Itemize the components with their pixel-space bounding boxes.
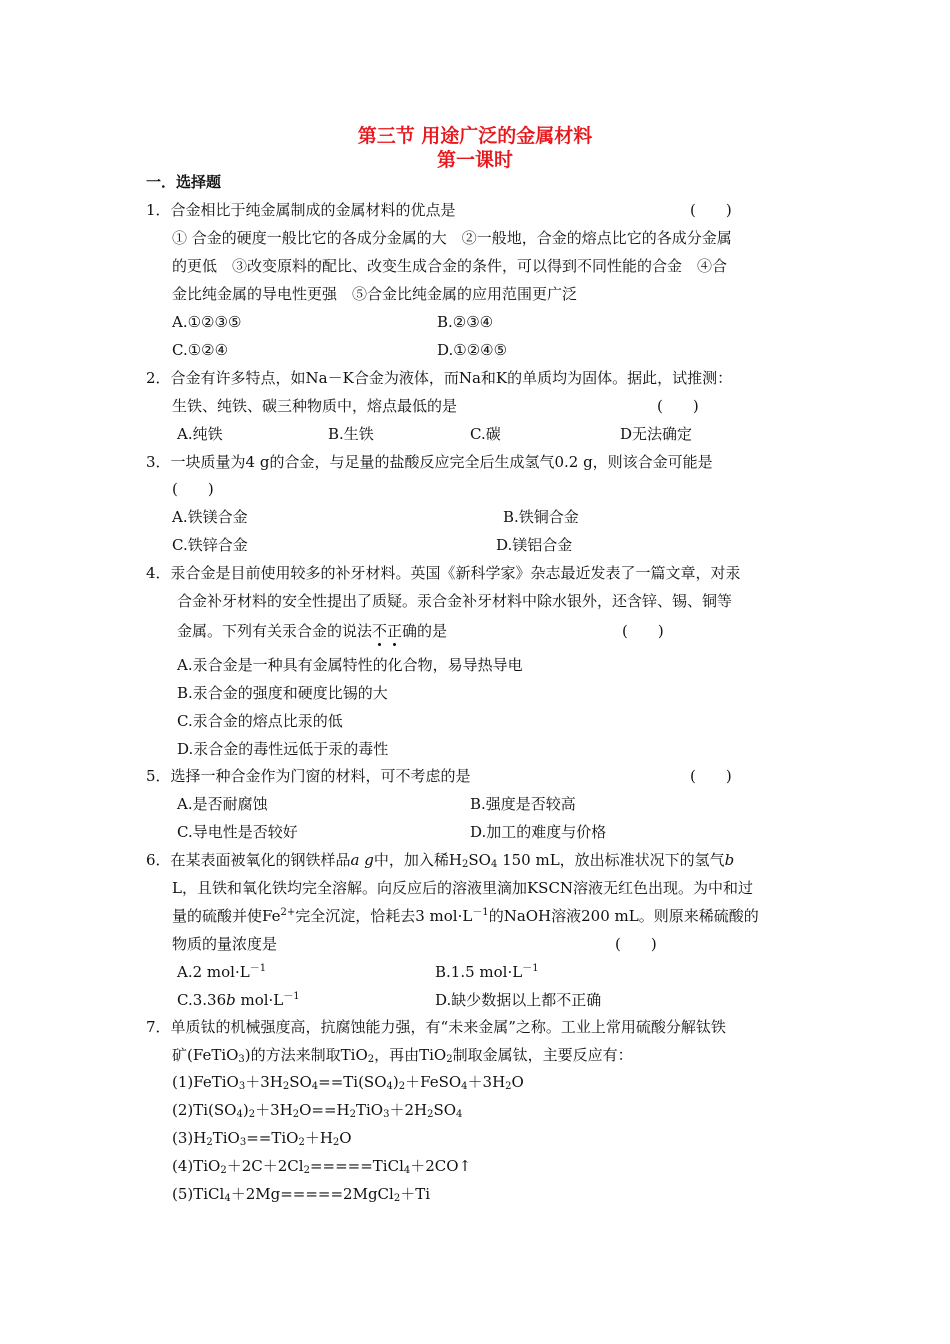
answer-blank: ( ) xyxy=(172,480,214,498)
subscript: 4 xyxy=(403,1165,411,1176)
text-span: 金属。下列有关汞合金的说法 xyxy=(177,622,373,640)
option-b xyxy=(435,962,539,982)
option-a: A.是否耐腐蚀 xyxy=(177,795,268,813)
question-stem: 2．合金有许多特点，如Na－K合金为液体，而Na和K的单质均为固体。据此，试推测： xyxy=(146,369,733,387)
option-c xyxy=(177,990,300,1010)
text-span: B.1.5 mol·L xyxy=(435,963,523,981)
text-span: 制取金属钛，主要反应有： xyxy=(452,1046,633,1064)
formula-text: SO xyxy=(433,1101,457,1119)
subscript: 2 xyxy=(282,1081,290,1092)
formula-text: ==TiO xyxy=(246,1129,299,1147)
subscript: 2 xyxy=(446,1054,453,1065)
formula-text: (4)TiO xyxy=(172,1157,221,1175)
subscript: 3 xyxy=(383,1109,390,1120)
option-a: A.纯铁 xyxy=(177,425,223,443)
variable: b xyxy=(226,991,236,1009)
text-span: 中，加入稀H xyxy=(373,851,462,869)
text-span: C.3.36 xyxy=(177,991,227,1009)
subscript: 4 xyxy=(456,1109,463,1120)
superscript: 2+ xyxy=(280,907,296,918)
answer-blank: ( ) xyxy=(615,935,657,953)
question-text-line: 物质的量浓度是 xyxy=(172,935,278,953)
formula-text: ＋2C＋2Cl xyxy=(226,1157,304,1175)
question-text-line: 的更低 ③改变原料的配比、改变生成合金的条件，可以得到不同性能的合金 ④合 xyxy=(172,257,728,275)
option-c: C.导电性是否较好 xyxy=(177,823,298,841)
answer-blank: ( ) xyxy=(657,397,699,415)
option-b: B.生铁 xyxy=(328,425,374,443)
option-d: D.镁铝合金 xyxy=(496,536,573,554)
reaction-equation-5 xyxy=(172,1184,430,1204)
text-span: 6．在某表面被氧化的钢铁样品 xyxy=(146,851,351,869)
formula-text: ＋3H xyxy=(245,1073,283,1091)
formula-text: (2)Ti(SO xyxy=(172,1101,237,1119)
emphasis-text: 正 xyxy=(387,622,403,640)
formula-text: TiO xyxy=(212,1129,240,1147)
subscript: 2 xyxy=(461,859,469,870)
question-stem xyxy=(146,850,734,870)
question-stem: 1．合金相比于纯金属制成的金属材料的优点是 xyxy=(146,201,456,219)
question-stem: 5．选择一种合金作为门窗的材料，可不考虑的是 xyxy=(146,767,471,785)
option-b: B.②③④ xyxy=(437,313,494,331)
subscript: 2 xyxy=(248,1109,256,1120)
formula-text: O==H xyxy=(299,1101,350,1119)
reaction-equation-3 xyxy=(172,1128,352,1148)
question-text-line: L，且铁和氧化铁均完全溶解。向反应后的溶液里滴加KSCN溶液无红色出现。为中和过 xyxy=(172,879,754,897)
subscript: 2 xyxy=(303,1165,310,1176)
text-span: ，再由TiO xyxy=(374,1046,447,1064)
superscript: －1 xyxy=(522,963,539,974)
option-a: A.铁镁合金 xyxy=(172,508,248,526)
answer-blank: ( ) xyxy=(690,767,732,785)
option-d: D.汞合金的毒性远低于汞的毒性 xyxy=(177,740,389,758)
reaction-equation-2 xyxy=(172,1100,462,1120)
subscript: 4 xyxy=(386,1081,393,1092)
section-heading: 一．选择题 xyxy=(146,173,222,191)
text-span: 量的硫酸并使Fe xyxy=(172,907,281,925)
page-title: 第三节 用途广泛的金属材料 xyxy=(357,125,593,147)
subscript: 2 xyxy=(292,1109,300,1120)
formula-text: =====TiCl xyxy=(309,1157,404,1175)
formula-text: ＋2Mg=====2MgCl xyxy=(230,1185,394,1203)
subscript: 2 xyxy=(220,1165,227,1176)
option-c: C.碳 xyxy=(470,425,501,443)
superscript: －1 xyxy=(472,907,489,918)
page-subtitle: 第一课时 xyxy=(436,149,513,171)
question-text-line: 金比纯金属的导电性更强 ⑤合金比纯金属的应用范围更广泛 xyxy=(172,285,578,303)
text-span: SO xyxy=(468,851,491,869)
subscript: 4 xyxy=(311,1081,319,1092)
option-a: A.汞合金是一种具有金属特性的化合物，易导热导电 xyxy=(177,656,523,674)
unit: g xyxy=(364,851,374,869)
emphasis-text: 不 xyxy=(372,622,388,640)
superscript: －1 xyxy=(249,963,267,974)
question-stem: 7．单质钛的机械强度高，抗腐蚀能力强，有“未来金属”之称。工业上常用硫酸分解钛铁 xyxy=(146,1018,726,1036)
formula-text: ==Ti(SO xyxy=(318,1073,387,1091)
question-text-line xyxy=(172,1045,633,1065)
subscript: 2 xyxy=(206,1137,213,1148)
subscript: 2 xyxy=(298,1137,305,1148)
text-span: )的方法来制取TiO xyxy=(244,1046,368,1064)
formula-text: (1)FeTiO xyxy=(172,1073,239,1091)
option-a: A.①②③⑤ xyxy=(172,313,242,331)
variable: a xyxy=(350,851,360,869)
option-d: D.缺少数据以上都不正确 xyxy=(435,991,602,1009)
subscript: 2 xyxy=(398,1081,406,1092)
option-b: B.铁铜合金 xyxy=(503,508,579,526)
subscript: 2 xyxy=(367,1054,375,1065)
answer-blank: ( ) xyxy=(622,622,664,640)
subscript: 3 xyxy=(239,1137,247,1148)
formula-text: ＋H xyxy=(304,1129,333,1147)
text-span: 矿(FeTiO xyxy=(172,1046,239,1064)
option-c: C.汞合金的熔点比汞的低 xyxy=(177,712,343,730)
answer-blank: ( ) xyxy=(690,201,732,219)
variable: b xyxy=(724,851,735,869)
subscript: 4 xyxy=(236,1109,243,1120)
text-span: 完全沉淀，恰耗去3 mol·L xyxy=(295,907,473,925)
option-d: D.①②④⑤ xyxy=(437,341,508,359)
question-text-line xyxy=(172,906,759,926)
formula-text: ＋3H xyxy=(255,1101,293,1119)
question-text-line: 合金补牙材料的安全性提出了质疑。汞合金补牙材料中除水银外，还含锌、锡、铜等 xyxy=(177,592,733,610)
subscript: 2 xyxy=(393,1193,401,1204)
formula-text: ) xyxy=(242,1101,249,1119)
formula-text: O xyxy=(511,1073,524,1091)
option-b: B.强度是否较高 xyxy=(470,795,576,813)
reaction-equation-1 xyxy=(172,1072,524,1092)
subscript: 2 xyxy=(505,1081,512,1092)
reaction-equation-4 xyxy=(172,1156,471,1176)
subscript: 2 xyxy=(332,1137,340,1148)
question-text-line: ① 合金的硬度一般比它的各成分金属的大 ②一般地，合金的熔点比它的各成分金属 xyxy=(172,229,732,247)
option-b: B.汞合金的强度和硬度比锡的大 xyxy=(177,684,388,702)
text-span: A.2 mol·L xyxy=(177,963,250,981)
question-stem: 4．汞合金是目前使用较多的补牙材料。英国《新科学家》杂志最近发表了一篇文章，对汞 xyxy=(146,564,741,582)
formula-text: (5)TiCl xyxy=(172,1185,225,1203)
formula-text: SO xyxy=(289,1073,312,1091)
subscript: 2 xyxy=(349,1109,356,1120)
subscript: 3 xyxy=(238,1081,246,1092)
formula-text: (3)H xyxy=(172,1129,207,1147)
option-d: D.加工的难度与价格 xyxy=(470,823,607,841)
formula-text: ＋Ti xyxy=(400,1185,431,1203)
option-a xyxy=(177,962,266,982)
option-d: D无法确定 xyxy=(620,425,693,443)
text-span: 150 mL，放出标准状况下的氢气 xyxy=(497,851,725,869)
text-span: 的NaOH溶液200 mL。则原来稀硫酸的 xyxy=(488,907,759,925)
subscript: 3 xyxy=(238,1054,245,1065)
text-span: 确的是 xyxy=(402,622,448,640)
formula-text: ) xyxy=(392,1073,399,1091)
formula-text: TiO xyxy=(355,1101,384,1119)
question-stem: 3．一块质量为4 g的合金，与足量的盐酸反应完全后生成氢气0.2 g，则该合金可能是 xyxy=(146,453,713,471)
formula-text: ＋2CO↑ xyxy=(410,1157,472,1175)
text-span: mol·L xyxy=(235,991,284,1009)
subscript: 4 xyxy=(461,1081,468,1092)
option-c: C.铁锌合金 xyxy=(172,536,248,554)
subscript: 4 xyxy=(224,1193,231,1204)
superscript: －1 xyxy=(283,991,300,1002)
formula-text: ＋2H xyxy=(389,1101,428,1119)
option-c: C.①②④ xyxy=(172,341,229,359)
question-text-line xyxy=(177,621,447,641)
subscript: 2 xyxy=(427,1109,434,1120)
subscript: 4 xyxy=(490,859,498,870)
formula-text: ＋3H xyxy=(467,1073,506,1091)
formula-text: ＋FeSO xyxy=(405,1073,462,1091)
formula-text: O xyxy=(339,1129,352,1147)
question-text-line: 生铁、纯铁、碳三种物质中，熔点最低的是 xyxy=(172,397,458,415)
